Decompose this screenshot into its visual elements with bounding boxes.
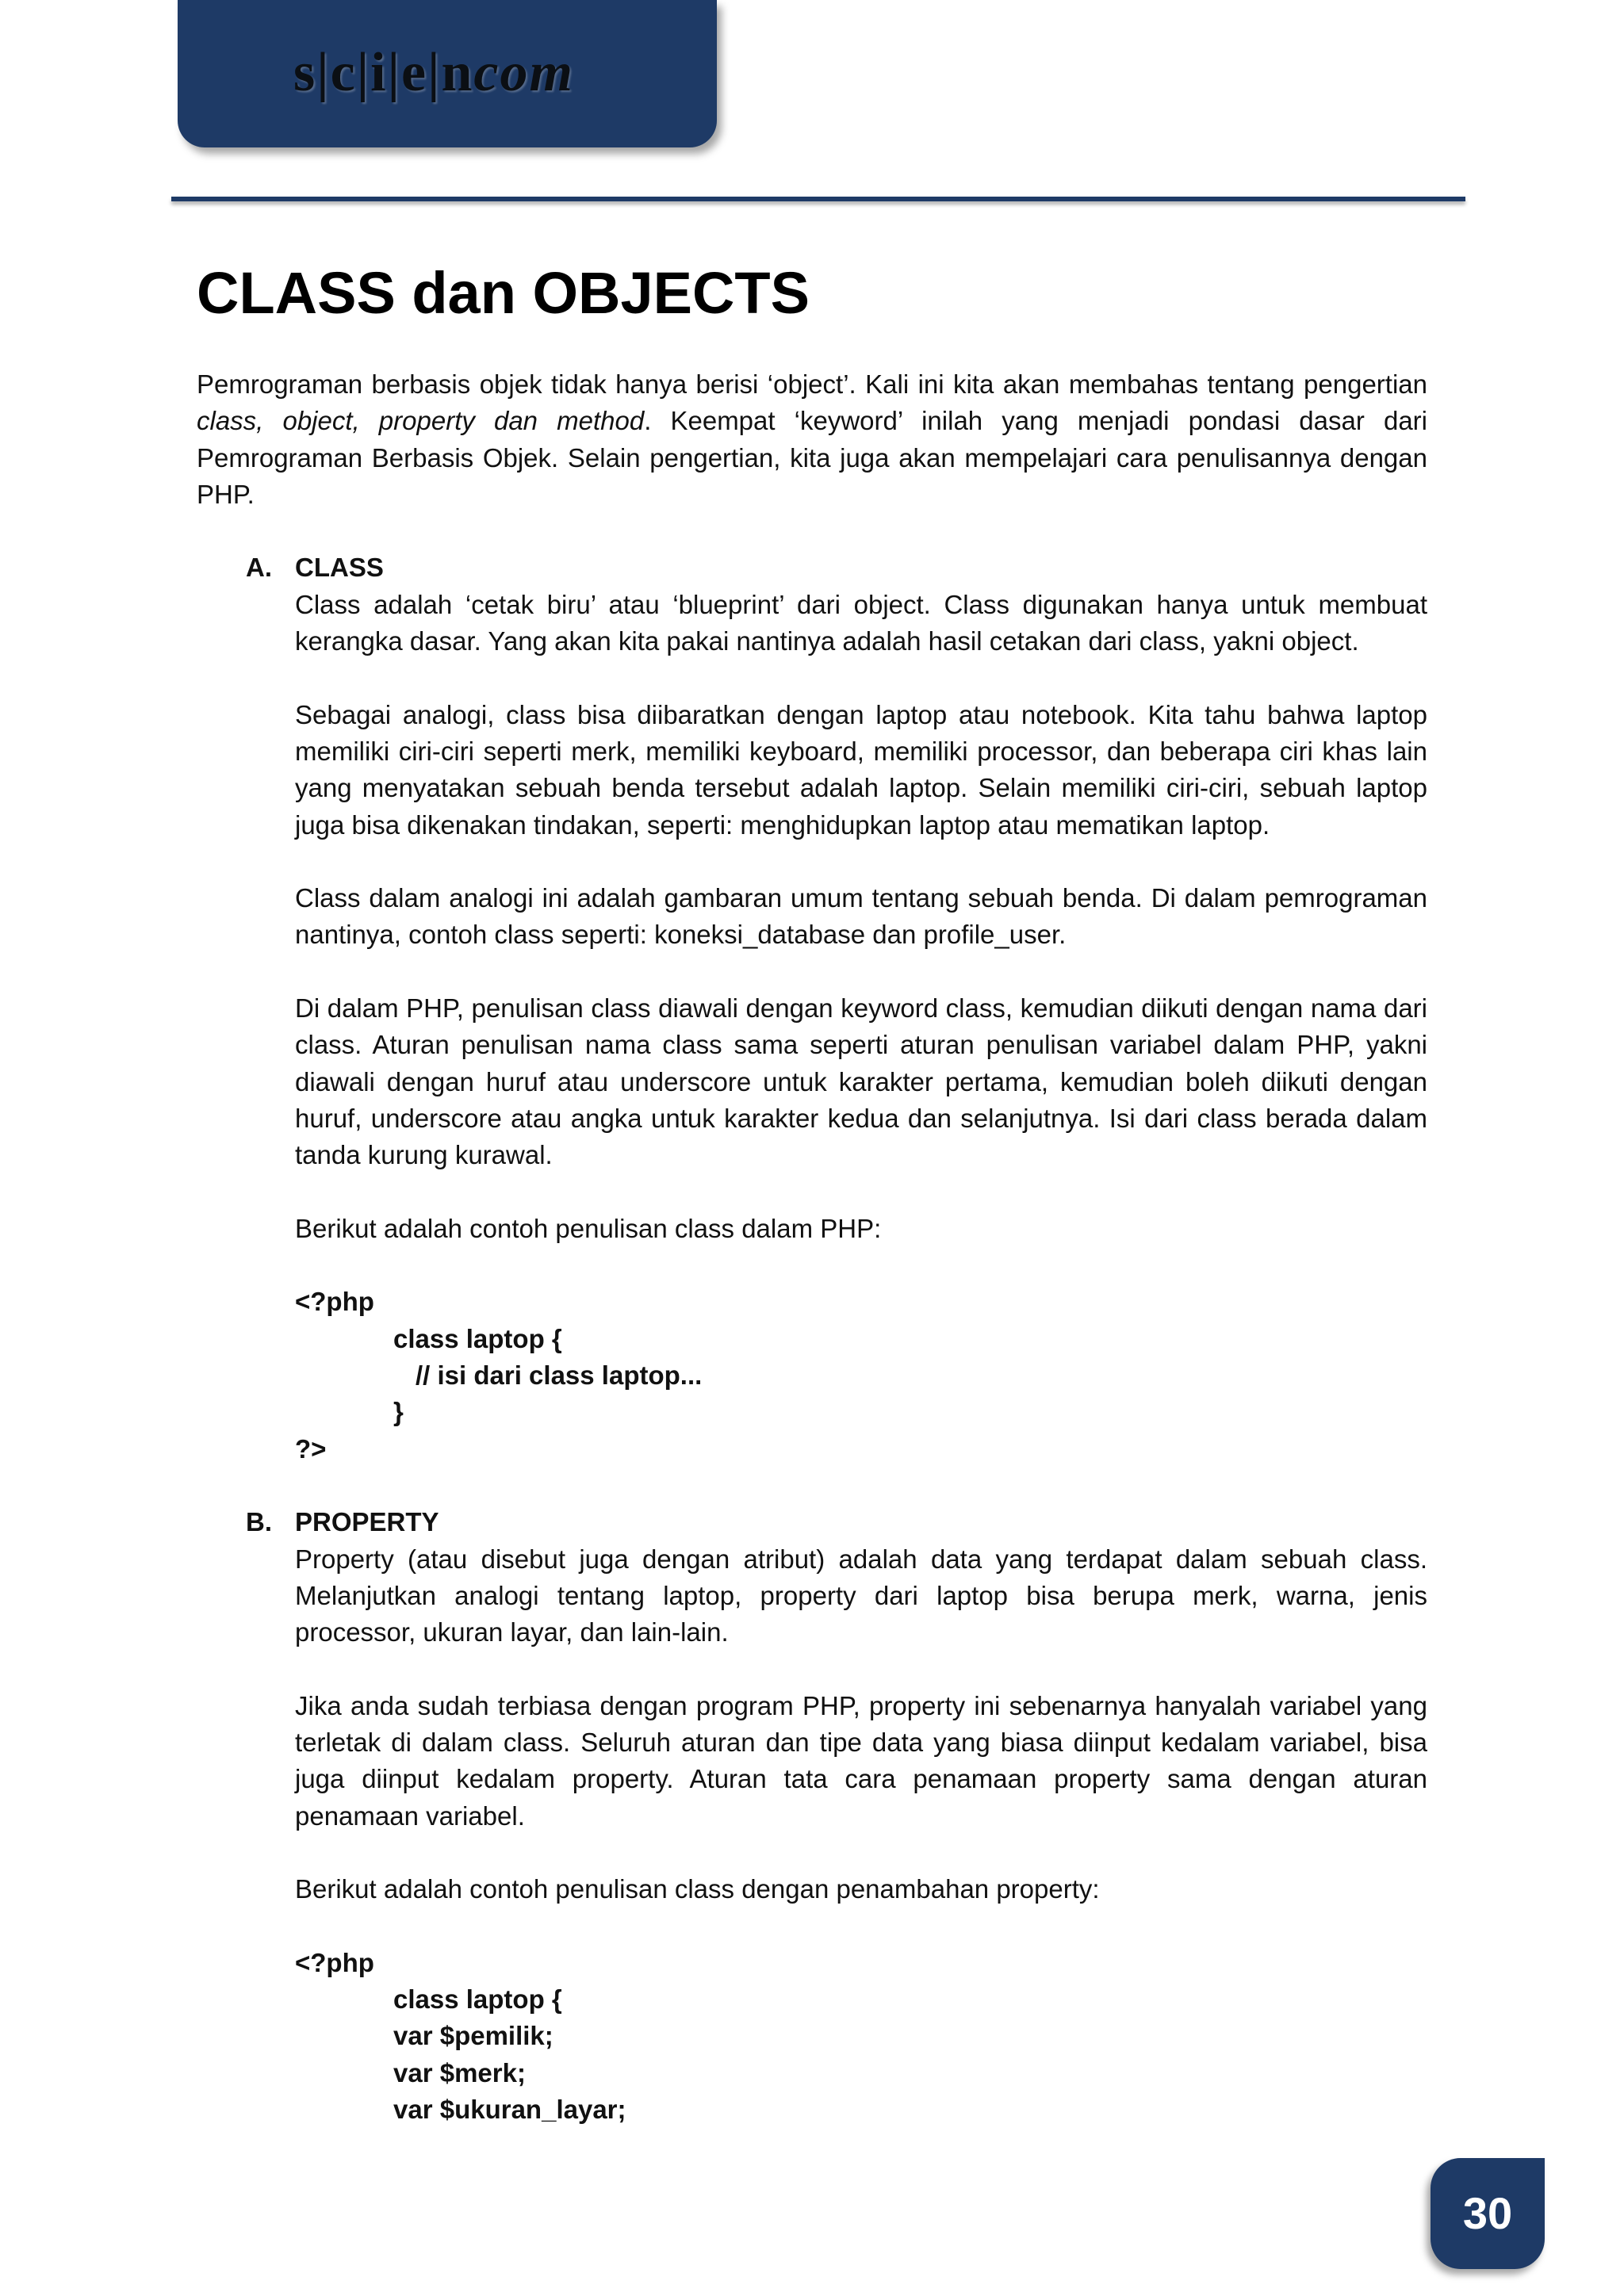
intro-text-b: . Keempat ‘keyword’ inilah yang menjadi pondasi dasar dari Pemrograman Berbasis Objek. Selain pengertian, kita juga akan mempelajari cara penulisannya dengan PHP.: [197, 406, 1427, 509]
section-marker: B.: [246, 1507, 272, 1537]
section-property: [197, 1504, 1427, 2128]
paragraph: Property (atau disebut juga dengan atribut) adalah data yang terdapat dalam sebuah class. Melanjutkan analogi tentang laptop, property dari laptop bisa berupa merk, warna, jenis processor, ukuran layar, dan lain-lain.: [295, 1544, 1427, 1647]
code-line: class laptop {: [393, 1323, 562, 1353]
code-line: // isi dari class laptop...: [416, 1360, 703, 1391]
code-block: [295, 1284, 1427, 1467]
publisher-logo: [293, 41, 574, 105]
logo-suffix: com: [473, 42, 574, 103]
paragraph: Berikut adalah contoh penulisan class dalam PHP:: [295, 1213, 882, 1243]
paragraph: Jika anda sudah terbiasa dengan program PHP, property ini sebenarnya hanyalah variabel yang terletak di dalam class. Seluruh aturan dan tipe data yang biasa diinput kedalam variabel, bisa juga diinput kedalam property. Aturan tata cara penamaan property sama dengan aturan penamaan variabel.: [295, 1690, 1427, 1831]
code-line: var $ukuran_layar;: [393, 2094, 626, 2124]
section-title: CLASS: [295, 553, 384, 583]
intro-paragraph: [197, 366, 1427, 513]
logo-main: s|c|i|e|n: [293, 42, 474, 103]
paragraph: Class dalam analogi ini adalah gambaran umum tentang sebuah benda. Di dalam pemrograman nantinya, contoh class seperti: koneksi_database dan profile_user.: [295, 883, 1427, 950]
code-line: var $pemilik;: [393, 2021, 553, 2051]
header-divider: [171, 197, 1465, 201]
section-title: PROPERTY: [295, 1507, 439, 1537]
code-line: var $merk;: [393, 2057, 526, 2087]
intro-text-italic: class, object, property dan method: [197, 406, 645, 436]
paragraph: Di dalam PHP, penulisan class diawali dengan keyword class, kemudian diikuti dengan nama dari class. Aturan penulisan nama class sama seperti aturan penulisan variabel dalam PHP, yakni diawali dengan huruf atau underscore untuk karakter pertama, kemudian boleh diikuti dengan huruf, underscore atau angka untuk karakter kedua dan selanjutnya. Isi dari class berada dalam tanda kurung kurawal.: [295, 993, 1427, 1170]
section-marker: A.: [246, 553, 272, 583]
code-line: ?>: [295, 1433, 327, 1464]
code-line: class laptop {: [393, 1984, 562, 2015]
page-title: CLASS dan OBJECTS: [197, 260, 810, 326]
paragraph: Berikut adalah contoh penulisan class dengan penambahan property:: [295, 1874, 1100, 1904]
paragraph: Class adalah ‘cetak biru’ atau ‘blueprint’ dari object. Class digunakan hanya untuk membuat kerangka dasar. Yang akan kita pakai nantinya adalah hasil cetakan dari class, yakni object.: [295, 589, 1427, 656]
code-line: <?php: [295, 1287, 374, 1317]
code-block: [295, 1945, 1427, 2128]
page-number: 30: [1431, 2158, 1545, 2269]
paragraph: Sebagai analogi, class bisa diibaratkan dengan laptop atau notebook. Kita tahu bahwa laptop memiliki ciri-ciri seperti merk, memiliki keyboard, memiliki processor, dan beberapa ciri khas lain yang menyatakan sebuah benda tersebut adalah laptop. Selain memiliki ciri-ciri, sebuah laptop juga bisa dikenakan tindakan, seperti: menghidupkan laptop atau mematikan laptop.: [295, 699, 1427, 840]
intro-text-a: Pemrograman berbasis objek tidak hanya berisi ‘object’. Kali ini kita akan membahas tentang pengertian: [197, 369, 1427, 399]
section-class: [197, 549, 1427, 1467]
document-body: [197, 366, 1427, 2128]
code-line: <?php: [295, 1947, 374, 1977]
code-line: }: [393, 1397, 404, 1427]
